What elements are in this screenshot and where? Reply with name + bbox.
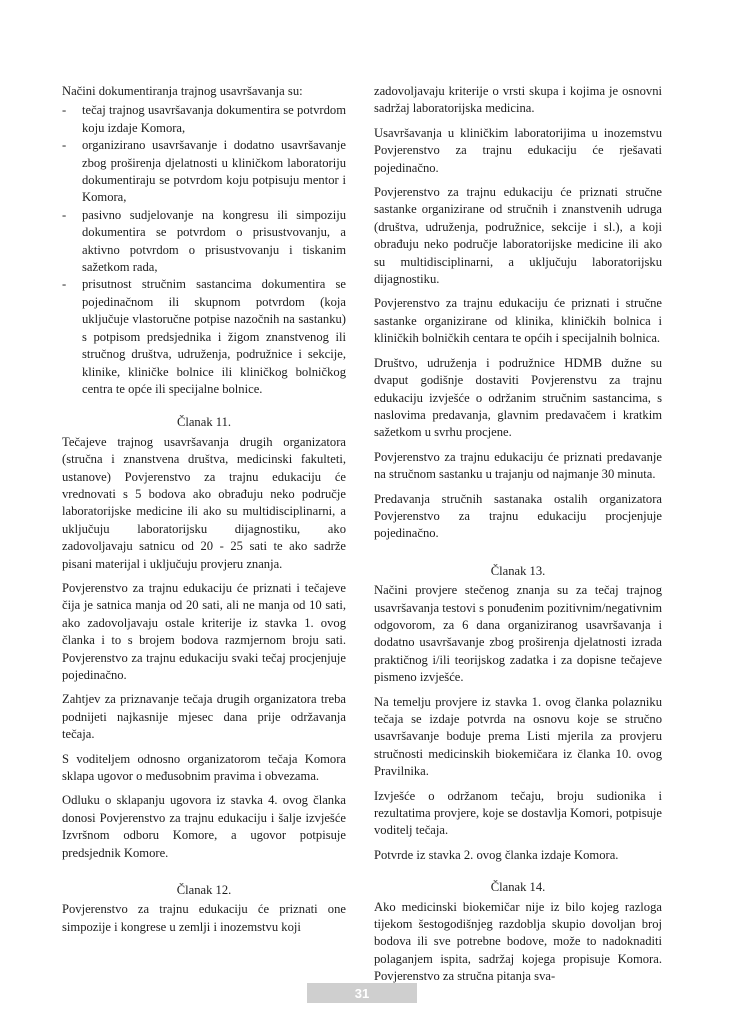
page-number-bar: [307, 983, 417, 1003]
article-heading-11: Članak 11.: [176, 415, 232, 430]
right-column: [374, 83, 662, 993]
list-item: - pasivno sudjelovanje na kongresu ili simpoziju dokumentira se potvrdom o prisustvovanju, a aktivno potvrdom o prisustvovanju i tiskanim sažetkom rada,: [62, 207, 346, 277]
documentation-methods-list: [62, 102, 346, 398]
paragraph: Povjerenstvo za trajnu edukaciju će priznati i tečajeve čija je satnica manja od 20 sati, ali ne manja od 10 sati, ako zadovoljavaju ostale kriterije iz stavka 1. ovog članka i to s brojem bodova razmjernom broju sati. Povjerenstvo za trajnu edukaciju svaki tečaj procjenjuje pojedinačno.: [62, 580, 346, 682]
paragraph: Povjerenstvo za trajnu edukaciju će priznati predavanje na stručnom sastanku u trajanju od najmanje 30 minuta.: [374, 449, 662, 482]
paragraph: Zahtjev za priznavanje tečaja drugih organizatora treba podnijeti najkasnije mjesec dana prije održavanja tečaja.: [62, 692, 346, 742]
paragraph: Na temelju provjere iz stavka 1. ovog članka polazniku tečaja se izdaje potvrda na osnovu koje se stručno usavršavanje boduje prema Listi mjerila za provjeru stručnosti medicinskih biokemičara iz članka 10. ovog Pravilnika.: [374, 694, 662, 779]
article-heading-14: Članak 14.: [490, 880, 546, 895]
list-intro: Načini dokumentiranja trajnog usavršavanja su:: [62, 84, 303, 98]
article-heading-13: Članak 13.: [490, 563, 546, 578]
list-item: - prisutnost stručnim sastancima dokumentira se pojedinačnom ili skupnom potvrdom (koja uključuje vlastoručne potpise nazočnih na sastanku) s potpisom predsjednika i žigom znanstvenog ili stručnog društva, udruženja, podružnice i sekcije, klinike, kliničke bolnice ili kliničkog bolničkog centra te opće ili specijalne bolnice.: [62, 276, 346, 398]
paragraph: S voditeljem odnosno organizatorom tečaja Komora sklapa ugovor o međusobnim pravima i obvezama.: [62, 751, 346, 784]
paragraph: Izvješće o održanom tečaju, broju sudionika i rezultatima provjere, koje se dostavlja Komori, potpisuje voditelj tečaja.: [374, 788, 662, 838]
paragraph: Načini provjere stečenog znanja su za tečaj trajnog usavršavanja testovi s ponuđenim pozitivnim/negativnim odgovorom, za 6 dana organiziranog usavršavanja i dodatno usavršavanje zbog proširenja djelatnosti izrada praktičnog i/ili teorijskog zadatka i za dopisne tečajeve pismeno izvješće.: [374, 583, 662, 685]
paragraph: Odluku o sklapanju ugovora iz stavka 4. ovog članka donosi Povjerenstvo za trajnu edukaciju i šalje izvješće Izvršnom odboru Komore, a ugovor potpisuje predsjednik Komore.: [62, 793, 346, 860]
paragraph: Povjerenstvo za trajnu edukaciju će priznati stručne sastanke organizirane od stručnih i znanstvenih udruga (društva, udruženja, podružnice, sekcije i sl.), a koji obrađuju neko područje laboratorijske medicine ili ako su multidisciplinarni, a uključuju laboratorijsku dijagnostiku.: [374, 185, 662, 287]
paragraph: Predavanja stručnih sastanaka ostalih organizatora Povjerenstvo za trajnu edukaciju procjenjuje pojedinačno.: [374, 491, 662, 541]
paragraph: Ako medicinski biokemičar nije iz bilo kojeg razloga tijekom šestogodišnjeg razdoblja skupio dovoljan broj bodova ili sve potrebne bodove, može to nadoknaditi polaganjem ispita, sadržaj kojega propisuje Komora. Povjerenstvo za stručna pitanja sva-: [374, 899, 662, 984]
page-number: 31: [354, 985, 370, 1001]
article-heading-12: Članak 12.: [176, 883, 232, 898]
list-item: - tečaj trajnog usavršavanja dokumentira se potvrdom koju izdaje Komora,: [62, 102, 346, 137]
paragraph: Povjerenstvo za trajnu edukaciju će priznati one simpozije i kongrese u zemlji i inozemstvu koji: [62, 902, 346, 934]
paragraph: Tečajeve trajnog usavršavanja drugih organizatora (stručna i znanstvena društva, medicinski fakulteti, ustanove) Povjerenstvo za trajnu edukaciju će vrednovati s 5 bodova ako obrađuju neko područje laboratorijske medicine ili ako su multidisciplinarni, a uključuju laboratorijsku dijagnostiku, ako zadovoljavaju satnicu od 20 - 25 sati te ako sadrže pisani materijal i uključuju provjeru znanja.: [62, 434, 346, 571]
paragraph: Povjerenstvo za trajnu edukaciju će priznati i stručne sastanke organizirane od klinika, kliničkih bolnica i kliničkih bolničkih centara te općih i specijalnih bolnica.: [374, 296, 662, 346]
paragraph: Usavršavanja u kliničkim laboratorijima u inozemstvu Povjerenstvo za trajnu edukaciju će rješavati pojedinačno.: [374, 125, 662, 175]
paragraph: Potvrde iz stavka 2. ovog članka izdaje Komora.: [374, 847, 619, 862]
paragraph: zadovoljavaju kriterije o vrsti skupa i kojima je osnovni sadržaj laboratorijska medicina.: [374, 84, 662, 116]
paragraph: Društvo, udruženja i podružnice HDMB dužne su dvaput godišnje dostaviti Povjerenstvu za trajnu edukaciju izvješće o održanim stručnim sastancima, s naslovima predavanja, glavnim predavačem i kratkim sažetkom u svrhu procjene.: [374, 355, 662, 440]
list-item: - organizirano usavršavanje i dodatno usavršavanje zbog proširenja djelatnosti u kliničkom laboratoriju dokumentiraju se potvrdom koju potpisuju mentor i Komora,: [62, 137, 346, 207]
left-column: [62, 83, 346, 943]
